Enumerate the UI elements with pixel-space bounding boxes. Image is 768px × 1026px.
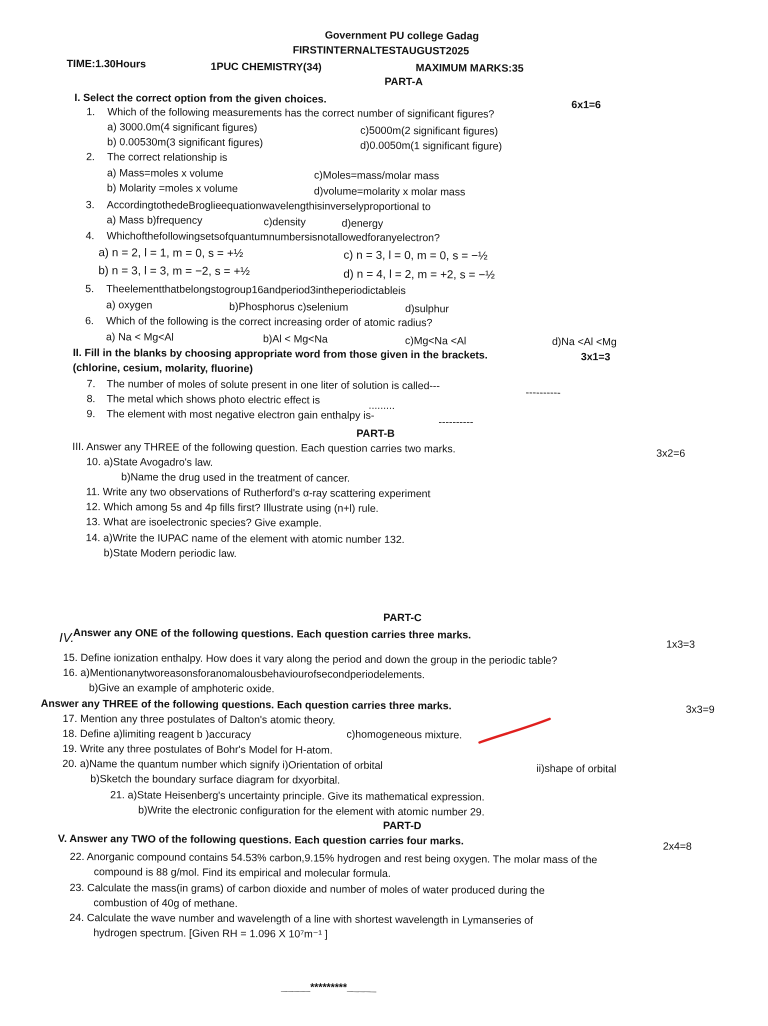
q1-option-b: b) 0.00530m(3 significant figures) bbox=[107, 136, 264, 150]
q2-text: The correct relationship is bbox=[107, 151, 228, 164]
section-4b-title: Answer any THREE of the following questions. Each question carries three marks. bbox=[40, 697, 452, 713]
exam-title: FIRSTINTERNALTESTAUGUST2025 bbox=[292, 44, 470, 58]
q14b-text: b)State Modern periodic law. bbox=[103, 547, 237, 561]
q1-option-d: d)0.0050m(1 significant figure) bbox=[360, 139, 503, 153]
q5-option-d: d)sulphur bbox=[405, 303, 449, 316]
q2-option-a: a) Mass=moles x volume bbox=[106, 167, 224, 180]
q2-option-d: d)volume=molarity x molar mass bbox=[313, 185, 466, 199]
time-label: TIME:1.30Hours bbox=[66, 57, 147, 71]
college-name: Government PU college Gadag bbox=[324, 29, 479, 43]
part-b-heading: PART-B bbox=[356, 427, 395, 440]
q7-text: The number of moles of solute present in one liter of solution is called--- bbox=[106, 378, 440, 393]
q6-number: 6. bbox=[85, 315, 94, 328]
q3-text: AccordingtothedeBroglieequationwavelengthisinverselyproportional to bbox=[106, 199, 431, 214]
q8-text: The metal which shows photo electric effect is bbox=[106, 393, 321, 407]
q4-text: Whichofthefollowingsetsofquantumnumbersisnotallowedforanyelectron? bbox=[106, 230, 440, 245]
q12-text: 12. Which among 5s and 4p fills first? Illustrate using (n+l) rule. bbox=[85, 501, 379, 515]
section-3-title: III. Answer any THREE of the following question. Each question carries two marks. bbox=[72, 440, 456, 456]
q8-number: 8. bbox=[86, 393, 96, 406]
end-of-paper-mark: _____*********_____ bbox=[280, 981, 377, 994]
section-4-title: Answer any ONE of the following questions. Each question carries three marks. bbox=[73, 627, 472, 642]
section-4-roman: IV. bbox=[59, 629, 75, 646]
q3-option-c: c)density bbox=[263, 216, 306, 229]
part-c-heading: PART-C bbox=[383, 611, 422, 625]
q20a-text: 20. a)Name the quantum number which signify i)Orientation of orbital bbox=[62, 757, 383, 772]
q16b-text: b)Give an example of amphoteric oxide. bbox=[88, 682, 275, 696]
red-pen-underline bbox=[476, 712, 556, 748]
section-1-marks: 6x1=6 bbox=[571, 99, 601, 112]
section-4-marks: 1x3=3 bbox=[666, 638, 696, 651]
q15-text: 15. Define ionization enthalpy. How does it vary along the period and down the group in the periodic table? bbox=[62, 651, 558, 667]
q1-option-a: a) 3000.0m(4 significant figures) bbox=[107, 121, 258, 135]
q10b-text: b)Name the drug used in the treatment of cancer. bbox=[121, 471, 350, 485]
q6-text: Which of the following is the correct increasing order of atomic radius? bbox=[106, 315, 433, 330]
q18c-text: c)homogeneous mixture. bbox=[346, 728, 463, 742]
q9-blank: ---------- bbox=[438, 416, 474, 429]
section-1-title: I. Select the correct option from the given choices. bbox=[74, 92, 327, 106]
q21b-text: b)Write the electronic configuration for the element with atomic number 29. bbox=[138, 804, 485, 819]
q23-line1: 23. Calculate the mass(in grams) of carbon dioxide and number of moles of water produced during the bbox=[69, 881, 545, 897]
section-3-marks: 3x2=6 bbox=[656, 447, 686, 460]
q1-option-c: c)5000m(2 significant figures) bbox=[360, 124, 499, 138]
q4-option-a: a) n = 2, l = 1, m = 0, s = +½ bbox=[98, 247, 244, 261]
section-5-marks: 2x4=8 bbox=[662, 840, 692, 853]
q10a-text: 10. a)State Avogadro's law. bbox=[86, 456, 213, 469]
q4-option-b: b) n = 3, l = 3, m = −2, s = +½ bbox=[98, 265, 250, 279]
q20a-part2: ii)shape of orbital bbox=[536, 762, 617, 776]
subject-label: 1PUC CHEMISTRY(34) bbox=[210, 60, 322, 74]
q22-line1: 22. Anorganic compound contains 54.53% carbon,9.15% hydrogen and rest being oxygen. The molar mass of the bbox=[69, 850, 598, 867]
q6-option-b: b)Al < Mg<Na bbox=[262, 333, 328, 346]
q2-option-b: b) Molarity =moles x volume bbox=[106, 182, 238, 196]
q24-line1: 24. Calculate the wave number and wavelength of a line with shortest wavelength in Lymanseries of bbox=[69, 911, 534, 927]
q13-text: 13. What are isoelectronic species? Give example. bbox=[85, 516, 322, 530]
q17-text: 17. Mention any three postulates of Dalton's atomic theory. bbox=[62, 712, 336, 727]
q6-option-d: d)Na <Al <Mg bbox=[551, 335, 617, 349]
q5-number: 5. bbox=[85, 283, 95, 296]
q16a-text: 16. a)Mentionanytworeasonsforanomalousbehaviourofsecondperiodelements. bbox=[62, 666, 425, 682]
q3-number: 3. bbox=[85, 199, 95, 212]
q3-option-a: a) Mass b)frequency bbox=[106, 214, 203, 227]
q6-option-c: c)Mg<Na <Al bbox=[404, 335, 467, 348]
q1-text: Which of the following measurements has the correct number of significant figures? bbox=[107, 106, 495, 121]
q5-option-a: a) oxygen bbox=[106, 299, 153, 312]
q22-line2: compound is 88 g/mol. Find its empirical and molecular formula. bbox=[93, 866, 391, 880]
q6-option-a: a) Na < Mg<Al bbox=[105, 331, 174, 344]
q2-number: 2. bbox=[86, 151, 95, 164]
q9-text: The element with most negative electron gain enthalpy is- bbox=[106, 408, 375, 422]
q3-option-d: d)energy bbox=[341, 217, 384, 230]
q4-number: 4. bbox=[85, 230, 95, 243]
q5-option-b: b)Phosphorus c)selenium bbox=[229, 300, 349, 314]
q14a-text: 14. a)Write the IUPAC name of the element with atomic number 132. bbox=[85, 532, 405, 547]
q19-text: 19. Write any three postulates of Bohr's Model for H-atom. bbox=[62, 742, 333, 757]
q18-text: 18. Define a)limiting reagent b )accuracy bbox=[62, 727, 252, 742]
section-2-word-list: (chlorine, cesium, molarity, fluorine) bbox=[72, 361, 253, 376]
section-2-title: II. Fill in the blanks by choosing appropriate word from those given in the brackets. bbox=[72, 346, 488, 362]
part-a-heading: PART-A bbox=[384, 75, 423, 89]
q2-option-c: c)Moles=mass/molar mass bbox=[313, 169, 440, 183]
q21a-text: 21. a)State Heisenberg's uncertainty principle. Give its mathematical expression. bbox=[110, 789, 485, 804]
section-4b-marks: 3x3=9 bbox=[685, 703, 715, 716]
q23-line2: combustion of 40g of methane. bbox=[93, 897, 238, 911]
q1-number: 1. bbox=[86, 106, 96, 119]
part-d-heading: PART-D bbox=[382, 819, 422, 833]
q5-text: Theelementthatbelongstogroup16andperiod3intheperiodictableis bbox=[106, 283, 406, 298]
section-2-marks: 3x1=3 bbox=[580, 351, 611, 364]
q9-number: 9. bbox=[86, 408, 96, 421]
section-5-title: V. Answer any TWO of the following questions. Each question carries four marks. bbox=[57, 832, 464, 848]
q24-line2: hydrogen spectrum. [Given RH = 1.096 X 10⁷m⁻¹ ] bbox=[93, 927, 328, 941]
q8-blank: ......... bbox=[368, 399, 395, 412]
max-marks-label: MAXIMUM MARKS:35 bbox=[415, 62, 524, 75]
q20b-text: b)Sketch the boundary surface diagram for dxyorbital. bbox=[90, 773, 341, 787]
q7-number: 7. bbox=[86, 378, 96, 391]
q4-option-d: d) n = 4, l = 2, m = +2, s = −½ bbox=[343, 268, 495, 282]
q7-blank: ---------- bbox=[525, 386, 561, 399]
q11-text: 11. Write any two observations of Rutherford's α-ray scattering experiment bbox=[86, 486, 431, 501]
q4-option-c: c) n = 3, l = 0, m = 0, s = −½ bbox=[343, 249, 488, 263]
